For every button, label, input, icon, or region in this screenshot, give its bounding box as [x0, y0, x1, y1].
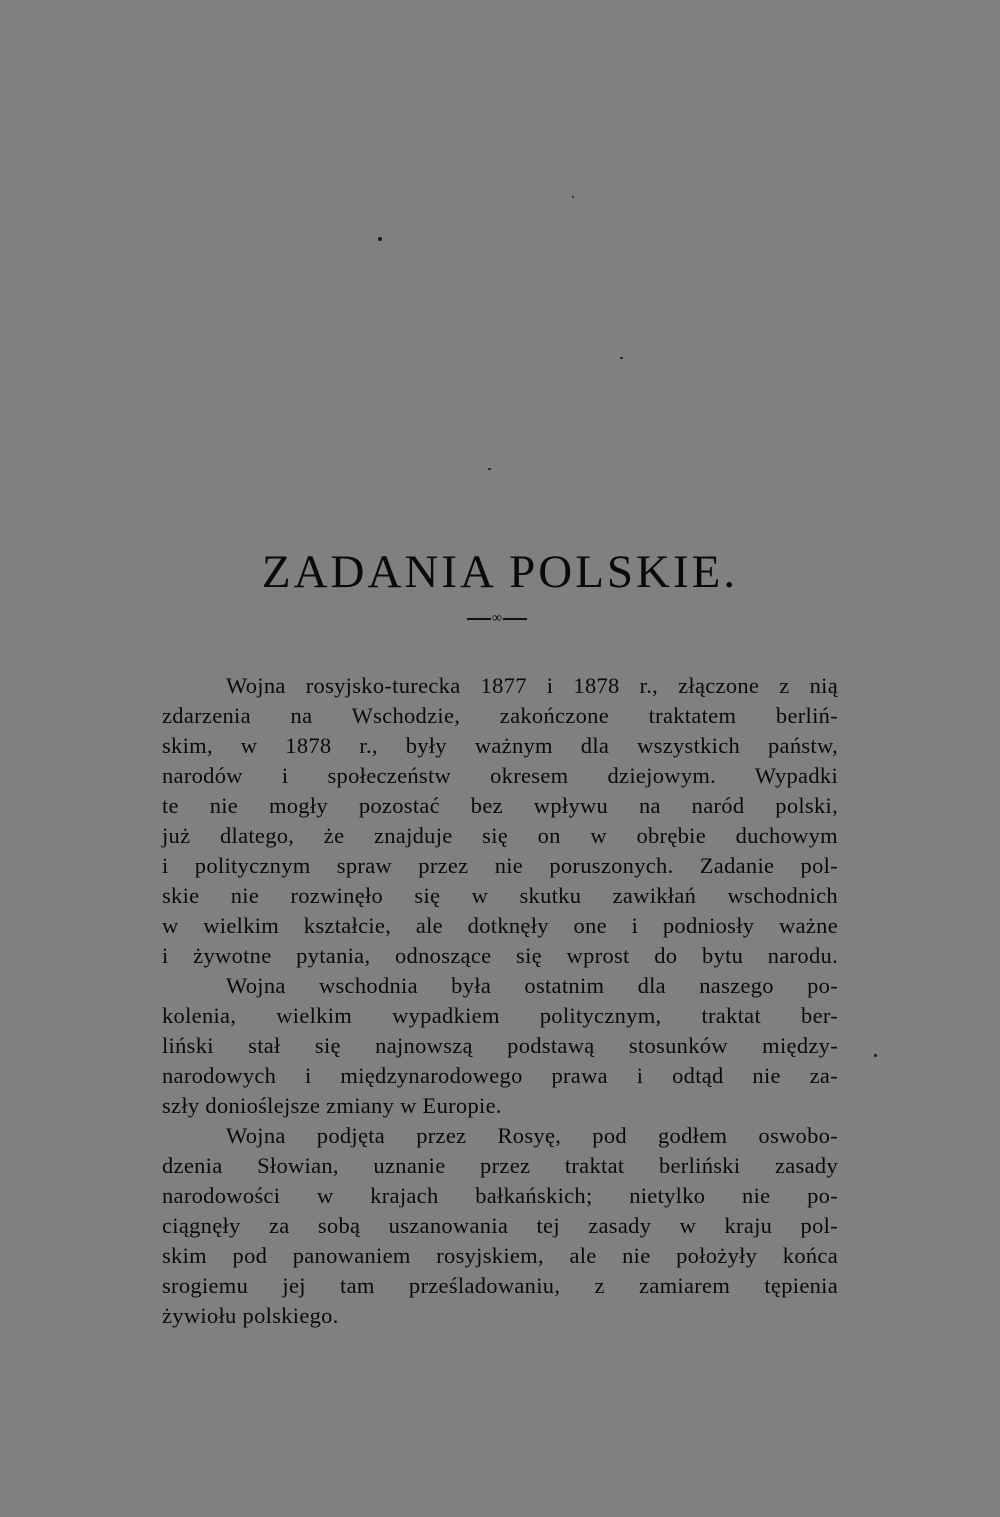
text-line: srogiemu jej tam prześladowaniu, z zamiarem tępienia — [162, 1273, 838, 1298]
text-line: zdarzenia na Wschodzie, zakończone traktatem berliń- — [162, 703, 838, 728]
text-line: skim pod panowaniem rosyjskiem, ale nie położyły końca — [162, 1243, 838, 1268]
text-line: Wojna podjęta przez Rosyę, pod godłem oswobo- — [226, 1123, 838, 1148]
text-line: narodowości w krajach bałkańskich; nietylko nie po- — [162, 1183, 838, 1208]
text-line: narodów i społeczeństw okresem dziejowym. Wypadki — [162, 763, 838, 788]
ink-speck — [572, 196, 574, 198]
text-line: i żywotne pytania, odnoszące się wprost do bytu narodu. — [162, 943, 838, 968]
ink-speck — [378, 237, 382, 241]
text-line: szły donioślejsze zmiany w Europie. — [162, 1093, 502, 1118]
text-line: Wojna rosyjsko-turecka 1877 i 1878 r., złączone z nią — [226, 673, 838, 698]
paragraph-3 — [162, 1121, 838, 1331]
text-line: i politycznym spraw przez nie poruszonych. Zadanie pol- — [162, 853, 838, 878]
text-line: skim, w 1878 r., były ważnym dla wszystkich państw, — [162, 733, 838, 758]
ink-speck — [874, 1054, 877, 1057]
paragraph-1 — [162, 671, 838, 971]
text-line: żywiołu polskiego. — [162, 1303, 339, 1328]
text-line: w wielkim kształcie, ale dotknęły one i podniosły ważne — [162, 913, 838, 938]
title-ornament-divider — [467, 611, 527, 626]
text-line: te nie mogły pozostać bez wpływu na naród polski, — [162, 793, 838, 818]
text-line: Wojna wschodnia była ostatnim dla naszego po- — [226, 973, 838, 998]
text-line: już dlatego, że znajduje się on w obrębie duchowym — [162, 823, 838, 848]
text-line: dzenia Słowian, uznanie przez traktat berliński zasady — [162, 1153, 838, 1178]
ornament-loops-glyph: ∞ — [492, 611, 502, 626]
paragraph-2 — [162, 971, 838, 1121]
text-line: skie nie rozwinęło się w skutku zawikłań wschodnich — [162, 883, 838, 908]
text-line: liński stał się najnowszą podstawą stosunków między- — [162, 1033, 838, 1058]
text-line: ciągnęły za sobą uszanowania tej zasady w kraju pol- — [162, 1213, 838, 1238]
ink-speck — [488, 468, 491, 470]
text-line: narodowych i międzynarodowego prawa i odtąd nie za- — [162, 1063, 838, 1088]
body-text — [162, 671, 838, 1331]
ornament-line-left — [467, 618, 491, 620]
ink-speck — [620, 357, 623, 359]
text-line: kolenia, wielkim wypadkiem politycznym, traktat ber- — [162, 1003, 838, 1028]
page-title: ZADANIA POLSKIE. — [261, 546, 739, 598]
ornament-line-right — [503, 618, 527, 620]
